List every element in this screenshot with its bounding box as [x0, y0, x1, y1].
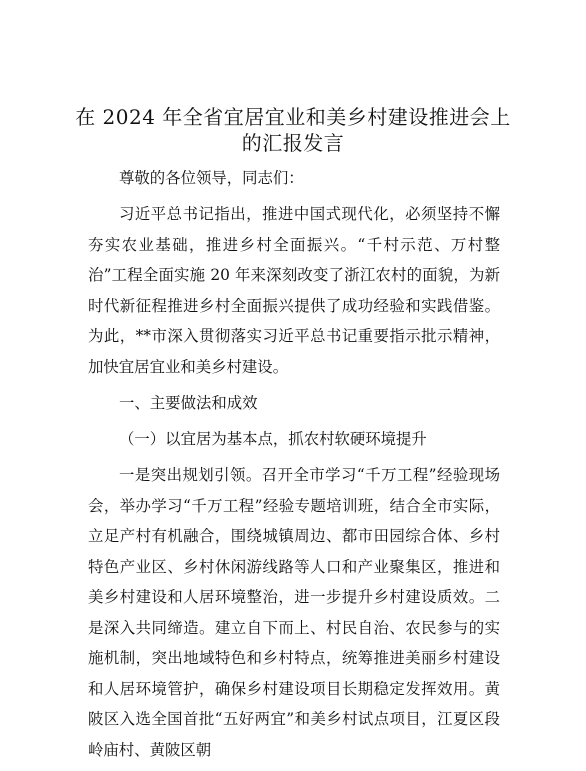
paragraph-detail: 一是突出规划引领。召开全市学习“千万工程”经验现场会，举办学习“千万工程”经验专题培训班，结合全市实际，立足产村有机融合，围绕城镇周边、都市田园综合体、乡村特色产业区、乡村休闲游线路等人口和产业聚集区，推进和美乡村建设和人居环境整治，进一步提升乡村建设质效。二是深入共同缔造。建立自下而上、村民自治、农民参与的实施机制，突出地域特色和乡村特点，统筹推进美丽乡村建设和人居环境管护，确保乡村建设项目长期稳定发挥效用。黄陂区入选全国首批“五好两宜”和美乡村试点项目，江夏区段岭庙村、黄陂区朝 — [88, 466, 500, 759]
subsection-heading: （一）以宜居为基本点，抓农村软硬环境提升 — [119, 430, 427, 449]
document-body — [88, 163, 500, 771]
title-line-1: 在 2024 年全省宜居宜业和美乡村建设推进会上 — [75, 105, 511, 129]
section-heading: 一、主要做法和成效 — [119, 393, 258, 412]
paragraph-intro: 习近平总书记指出，推进中国式现代化，必须坚持不懈夯实农业基础，推进乡村全面振兴。“千村示范、万村整治”工程全面实施 20 年来深刻改变了浙江农村的面貌，为新时代新征程推进乡村全面振兴提供了成功经验和实践借鉴。为此，**市深入贯彻落实习近平总书记重要指示批示精神，加快宜居宜业和美乡村建设。 — [88, 205, 500, 376]
document-title — [60, 104, 526, 156]
title-line-2: 的汇报发言 — [241, 131, 345, 155]
salutation: 尊敬的各位领导，同志们： — [119, 169, 304, 187]
